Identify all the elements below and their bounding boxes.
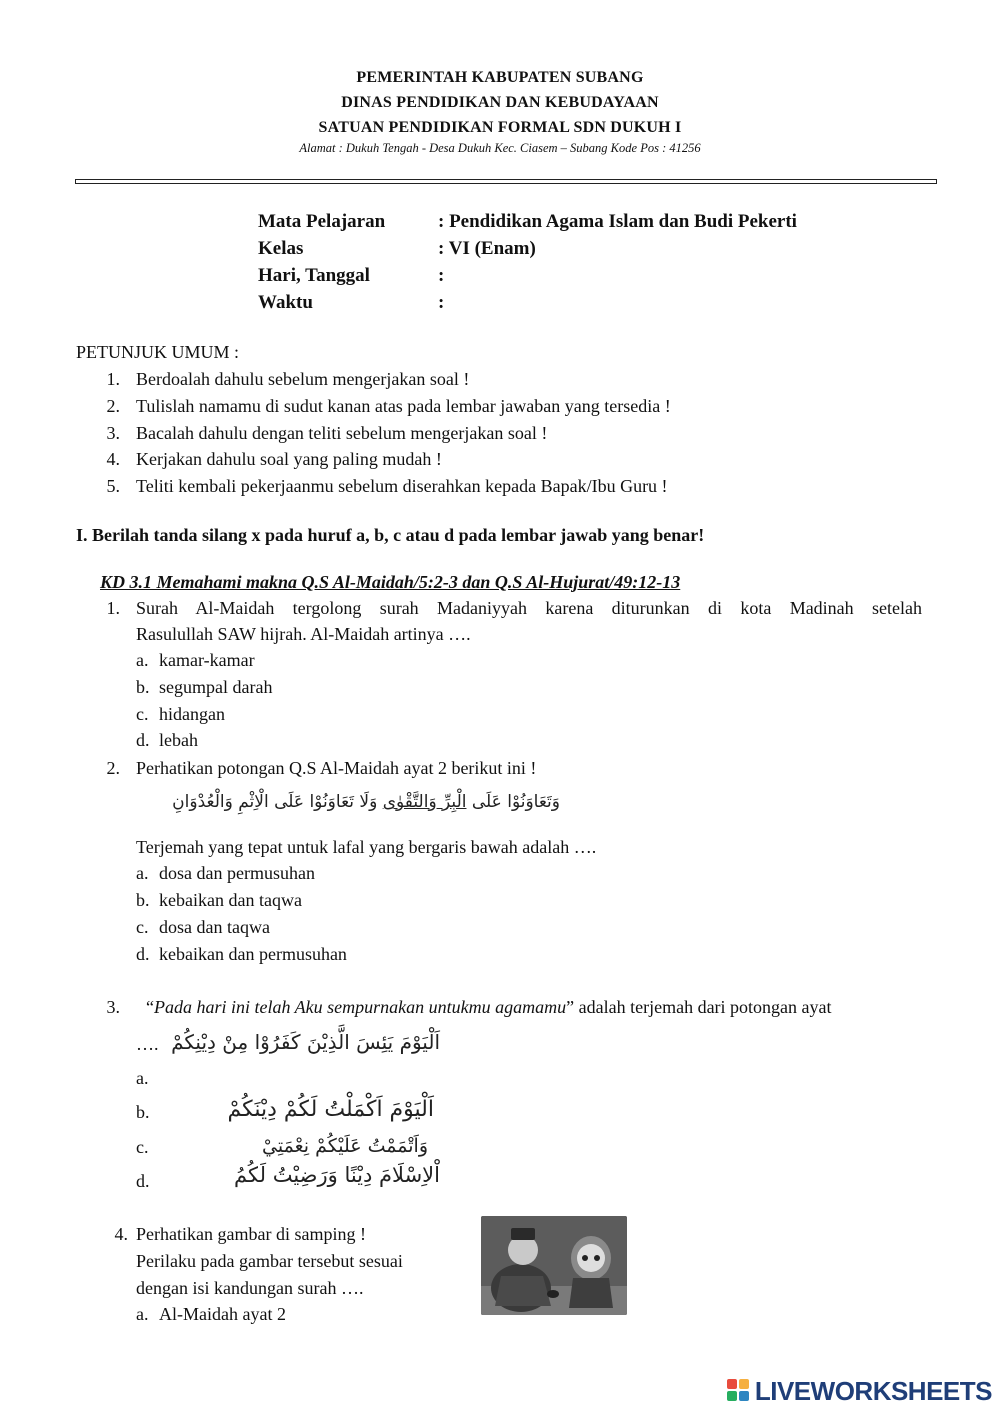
header-divider [75,179,937,184]
question-text: Perhatikan potongan Q.S Al-Maidah ayat 2 berikut ini ! [136,758,537,778]
instruction-number: 4. [106,449,120,469]
option-text[interactable]: hidangan [159,704,225,724]
option-letter[interactable]: d. [136,1171,150,1191]
question-text: Terjemah yang tepat untuk lafal yang bergaris bawah adalah …. [136,837,597,857]
option-letter[interactable]: a. [136,650,149,670]
arabic-verse-start: وَتَعَاوَنُوْا عَلَى [466,792,560,812]
question-text: Perhatikan gambar di samping ! [136,1224,366,1244]
question-number: 4. [114,1224,128,1244]
option-text[interactable]: kebaikan dan taqwa [159,890,302,910]
question-text [146,997,832,1018]
instruction-text: Kerjakan dahulu soal yang paling mudah ! [136,449,442,469]
question-quote: Pada hari ini telah Aku sempurnakan untukmu agamamu [154,997,567,1017]
kd-heading: KD 3.1 Memahami makna Q.S Al-Maidah/5:2-3 dan Q.S Al-Hujurat/49:12-13 [100,572,681,592]
instruction-text: Tulislah namamu di sudut kanan atas pada lembar jawaban yang tersedia ! [136,396,671,416]
option-letter[interactable]: d. [136,730,150,750]
option-letter[interactable]: a. [136,863,149,883]
instruction-number: 2. [106,396,120,416]
liveworksheets-text: LIVEWORKSHEETS [754,1376,992,1406]
question-number: 3. [106,997,120,1017]
option-letter[interactable]: c. [136,1137,149,1157]
question-number: 1. [106,598,120,618]
info-label-time: Waktu [258,292,313,313]
question-dots: …. [136,1034,159,1054]
option-text[interactable]: Al-Maidah ayat 2 [159,1304,286,1324]
question-rest: ” adalah terjemah dari potongan ayat [566,997,832,1017]
option-letter[interactable]: b. [136,890,150,910]
option-text[interactable]: dosa dan permusuhan [159,863,315,883]
header-line-1: PEMERINTAH KABUPATEN SUBANG [356,69,644,86]
header-address: Alamat : Dukuh Tengah - Desa Dukuh Kec. Ciasem – Subang Kode Pos : 41256 [299,141,701,155]
arabic-verse-end: وَلَا تَعَاوَنُوْا عَلَى الْاِثْمِ وَالْعُدْوَانِ [172,792,383,812]
liveworksheets-logo-icon [727,1379,751,1405]
option-letter[interactable]: b. [136,1102,150,1122]
instruction-number: 1. [106,369,120,389]
info-value-time: : [438,292,445,313]
option-arabic[interactable]: اَلْيَوْمَ يَئِسَ الَّذِيْنَ كَفَرُوْا مِنْ دِيْنِكُمْ [171,1030,440,1054]
info-value-subject: : Pendidikan Agama Islam dan Budi Pekerti [438,211,797,232]
header-line-3: SATUAN PENDIDIKAN FORMAL SDN DUKUH I [318,119,682,136]
question-text: Surah Al-Maidah tergolong surah Madaniyyah karena diturunkan di kota Madinah setelah [136,598,922,618]
option-text[interactable]: segumpal darah [159,677,273,697]
instruction-text: Teliti kembali pekerjaanmu sebelum diserahkan kepada Bapak/Ibu Guru ! [136,476,668,496]
option-arabic[interactable]: اَلْيَوْمَ اَكْمَلْتُ لَكُمْ دِيْنَكُمْ [227,1097,434,1122]
info-label-class: Kelas [258,238,304,259]
option-letter[interactable]: b. [136,677,150,697]
quote-open: “ [146,997,154,1017]
info-label-date: Hari, Tanggal [258,265,370,286]
arabic-verse [172,792,560,812]
option-letter[interactable]: a. [136,1068,149,1088]
instruction-text: Bacalah dahulu dengan teliti sebelum mengerjakan soal ! [136,423,548,443]
illustration-drawing [481,1216,627,1315]
option-letter[interactable]: d. [136,944,150,964]
section-title: I. Berilah tanda silang x pada huruf a, b, c atau d pada lembar jawab yang benar! [76,525,705,545]
question-text: Perilaku pada gambar tersebut sesuai [136,1251,403,1271]
question-illustration [481,1216,627,1315]
instructions-title: PETUNJUK UMUM : [76,342,240,362]
info-value-class: : VI (Enam) [438,238,536,259]
instruction-number: 5. [106,476,120,496]
info-label-subject: Mata Pelajaran [258,211,386,232]
arabic-verse-underlined: الْبِرِّ وَالتَّقْوٰى [382,792,467,812]
option-letter[interactable]: a. [136,1304,149,1324]
info-value-date: : [438,265,445,286]
option-letter[interactable]: c. [136,917,149,937]
option-text[interactable]: dosa dan taqwa [159,917,270,937]
question-text: Rasulullah SAW hijrah. Al-Maidah artinya …. [136,624,471,644]
option-letter[interactable]: c. [136,704,149,724]
liveworksheets-watermark [727,1376,992,1407]
option-text[interactable]: kamar-kamar [159,650,255,670]
option-text[interactable]: lebah [159,730,198,750]
question-text: dengan isi kandungan surah …. [136,1278,364,1298]
question-number: 2. [106,758,120,778]
header-line-2: DINAS PENDIDIKAN DAN KEBUDAYAAN [341,94,659,111]
instruction-text: Berdoalah dahulu sebelum mengerjakan soal ! [136,369,470,389]
option-arabic[interactable]: اْلاِسْلَامَ دِيْنًا وَرَضِيْتُ لَكُمُ [234,1163,440,1187]
option-arabic[interactable]: وَاَتْمَمْتُ عَلَيْكُمْ نِعْمَتِيْ [262,1135,428,1157]
instruction-number: 3. [106,423,120,443]
option-text[interactable]: kebaikan dan permusuhan [159,944,347,964]
